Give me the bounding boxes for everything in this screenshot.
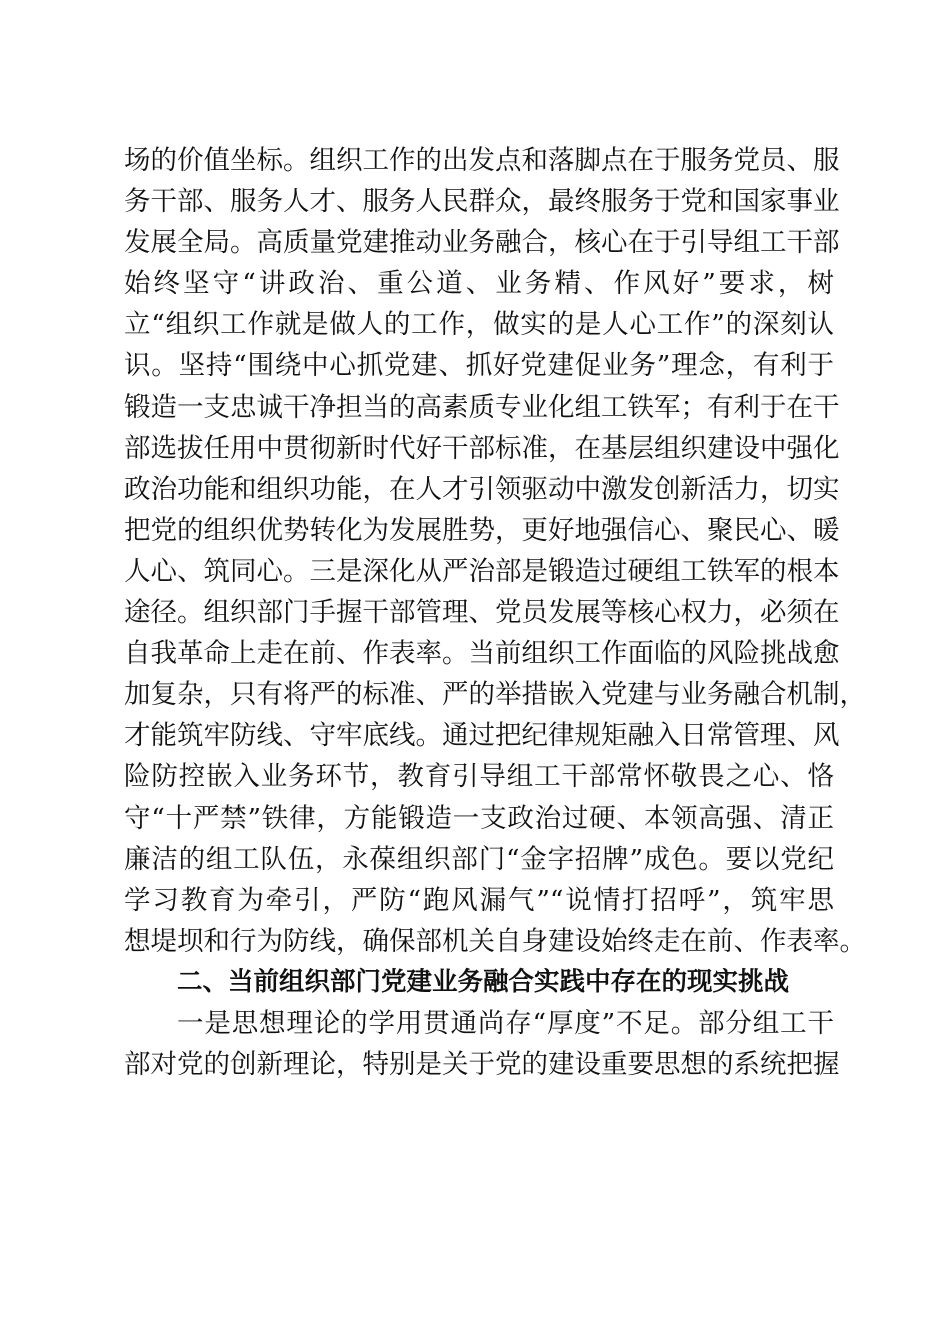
text-line: 把党的组织优势转化为发展胜势，更好地强信心、聚民心、暖 xyxy=(124,514,840,546)
text-line: 想堤坝和行为防线，确保部机关自身建设始终走在前、作表率。 xyxy=(124,925,866,957)
text-line: 廉洁的组工队伍，永葆组织部门“金字招牌”成色。要以党纪 xyxy=(124,843,834,875)
text-line: 立“组织工作就是做人的工作，做实的是人心工作”的深刻认 xyxy=(124,309,834,341)
text-line: 加复杂，只有将严的标准、严的举措嵌入党建与业务融合机制， xyxy=(124,679,866,711)
text-line: 部选拔任用中贯彻新时代好干部标准，在基层组织建设中强化 xyxy=(124,432,840,464)
text-line: 人心、筑同心。三是深化从严治部是锻造过硬组工铁军的根本 xyxy=(124,555,840,587)
text-line: 学习教育为牵引，严防“跑风漏气”“说情打招呼”，筑牢思 xyxy=(124,884,834,916)
text-line: 自我革命上走在前、作表率。当前组织工作面临的风险挑战愈 xyxy=(124,638,840,670)
text-line: 部对党的创新理论，特别是关于党的建设重要思想的系统把握 xyxy=(124,1049,840,1081)
paragraph xyxy=(124,1003,840,1085)
text-line: 发展全局。高质量党建推动业务融合，核心在于引导组工干部 xyxy=(124,227,840,259)
text-line: 一是思想理论的学用贯通尚存“厚度”不足。部分组工干 xyxy=(177,1007,834,1039)
section-heading: 二、当前组织部门党建业务融合实践中存在的现实挑战 xyxy=(177,966,790,997)
text-line: 才能筑牢防线、守牢底线。通过把纪律规矩融入日常管理、风 xyxy=(124,720,840,752)
text-line: 务干部、服务人才、服务人民群众，最终服务于党和国家事业 xyxy=(124,186,840,218)
text-line: 险防控嵌入业务环节，教育引导组工干部常怀敬畏之心、恪 xyxy=(124,761,834,793)
text-line: 政治功能和组织功能，在人才引领驱动中激发创新活力，切实 xyxy=(124,473,840,505)
text-line: 锻造一支忠诚干净担当的高素质专业化组工铁军；有利于在干 xyxy=(124,391,840,423)
text-line: 守“十严禁”铁律，方能锻造一支政治过硬、本领高强、清正 xyxy=(124,802,834,834)
paragraph xyxy=(124,140,866,962)
text-line: 途径。组织部门手握干部管理、党员发展等核心权力，必须在 xyxy=(124,597,840,629)
text-line: 始终坚守“讲政治、重公道、业务精、作风好”要求，树 xyxy=(124,268,834,300)
text-line: 识。坚持“围绕中心抓党建、抓好党建促业务”理念，有利于 xyxy=(124,350,834,382)
document-body xyxy=(124,140,866,1085)
text-line: 场的价值坐标。组织工作的出发点和落脚点在于服务党员、服 xyxy=(124,145,840,176)
